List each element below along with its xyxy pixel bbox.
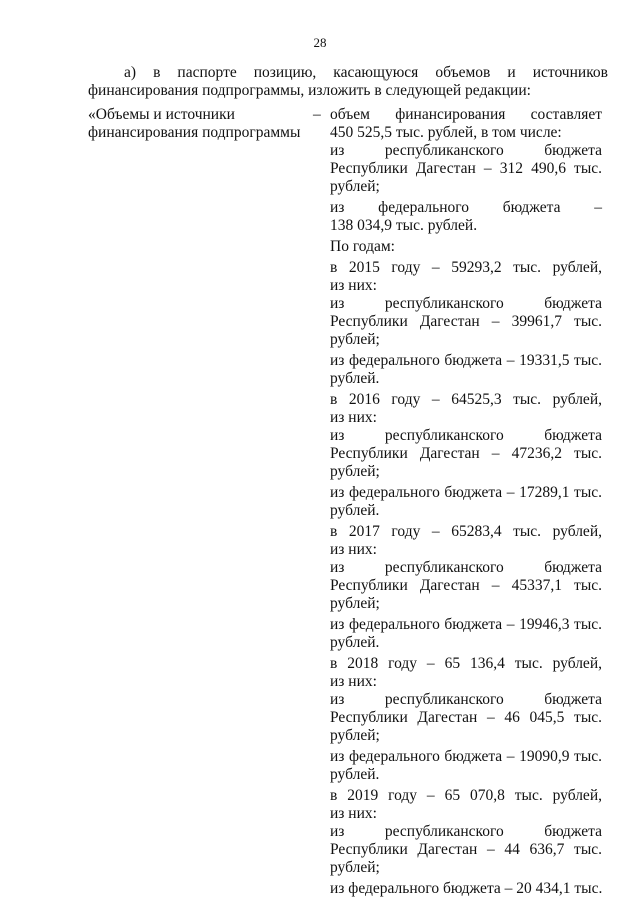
intro-paragraph: а) в паспорте позицию, касающуюся объемов и источников финансирования подпрограммы, изложить в следующей редакции: xyxy=(88,64,608,99)
position-value-line: из республиканского бюджета xyxy=(330,691,602,708)
position-value-line: из них: xyxy=(330,805,377,822)
position-value-line: из федерального бюджета – xyxy=(330,199,602,216)
position-value-line: рублей; xyxy=(330,178,380,195)
position-value-line: По годам: xyxy=(330,238,395,255)
position-value-line: рублей; xyxy=(330,727,380,744)
position-value-line: рублей. xyxy=(330,502,380,519)
position-value-line: 138 034,9 тыс. рублей. xyxy=(330,217,478,234)
position-value-line: Республики Дагестан – 47236,2 тыс. xyxy=(330,445,602,462)
position-label xyxy=(88,106,313,142)
position-value-line: из них: xyxy=(330,541,377,558)
position-value-line: из федерального бюджета – 19331,5 тыс. xyxy=(330,352,602,369)
position-value-line: из них: xyxy=(330,409,377,426)
position-value-line: рублей. xyxy=(330,766,380,783)
position-value-line: Республики Дагестан – 39961,7 тыс. xyxy=(330,313,602,330)
position-value-line: из республиканского бюджета xyxy=(330,142,602,159)
position-label-line: финансирования подпрограммы xyxy=(88,124,301,141)
position-value-line: Республики Дагестан – 312 490,6 тыс. xyxy=(330,160,602,177)
position-value-line: из федерального бюджета – 19090,9 тыс. xyxy=(330,748,602,765)
position-value-line: рублей; xyxy=(330,595,380,612)
position-value-line: из федерального бюджета – 19946,3 тыс. xyxy=(330,616,602,633)
position-value-line: Республики Дагестан – 45337,1 тыс. xyxy=(330,577,602,594)
position-value-line: из них: xyxy=(330,277,377,294)
page-number: 28 xyxy=(313,35,327,50)
position-value-line: в 2015 году – 59293,2 тыс. рублей, xyxy=(330,259,602,276)
position-value-line: рублей; xyxy=(330,859,380,876)
position-value-line: из федерального бюджета – 20 434,1 тыс. xyxy=(330,880,603,897)
position-value-line: из федерального бюджета – 17289,1 тыс. xyxy=(330,484,602,501)
position-value-line: из республиканского бюджета xyxy=(330,427,602,444)
position-value-line: рублей. xyxy=(330,370,380,387)
position-value-line: из республиканского бюджета xyxy=(330,823,602,840)
position-value-line: Республики Дагестан – 44 636,7 тыс. xyxy=(330,841,602,858)
position-value-line: в 2016 году – 64525,3 тыс. рублей, xyxy=(330,391,602,408)
position-value-line: из них: xyxy=(330,673,377,690)
position-value-line: в 2019 году – 65 070,8 тыс. рублей, xyxy=(330,787,602,804)
position-value xyxy=(330,106,602,898)
position-value-line: рублей. xyxy=(330,634,380,651)
position-value-line: в 2017 году – 65283,4 тыс. рублей, xyxy=(330,523,602,540)
position-value-line: Республики Дагестан – 46 045,5 тыс. xyxy=(330,709,602,726)
position-dash: – xyxy=(313,106,321,123)
position-value-line: из республиканского бюджета xyxy=(330,295,602,312)
position-value-line: из республиканского бюджета xyxy=(330,559,602,576)
position-value-line: рублей; xyxy=(330,331,380,348)
position-value-line: 450 525,5 тыс. рублей, в том числе: xyxy=(330,124,562,141)
position-value-line: объем финансирования составляет xyxy=(330,106,602,123)
position-value-line: рублей; xyxy=(330,463,380,480)
position-label-line: «Объемы и источники xyxy=(88,106,235,123)
position-value-line: в 2018 году – 65 136,4 тыс. рублей, xyxy=(330,655,602,672)
